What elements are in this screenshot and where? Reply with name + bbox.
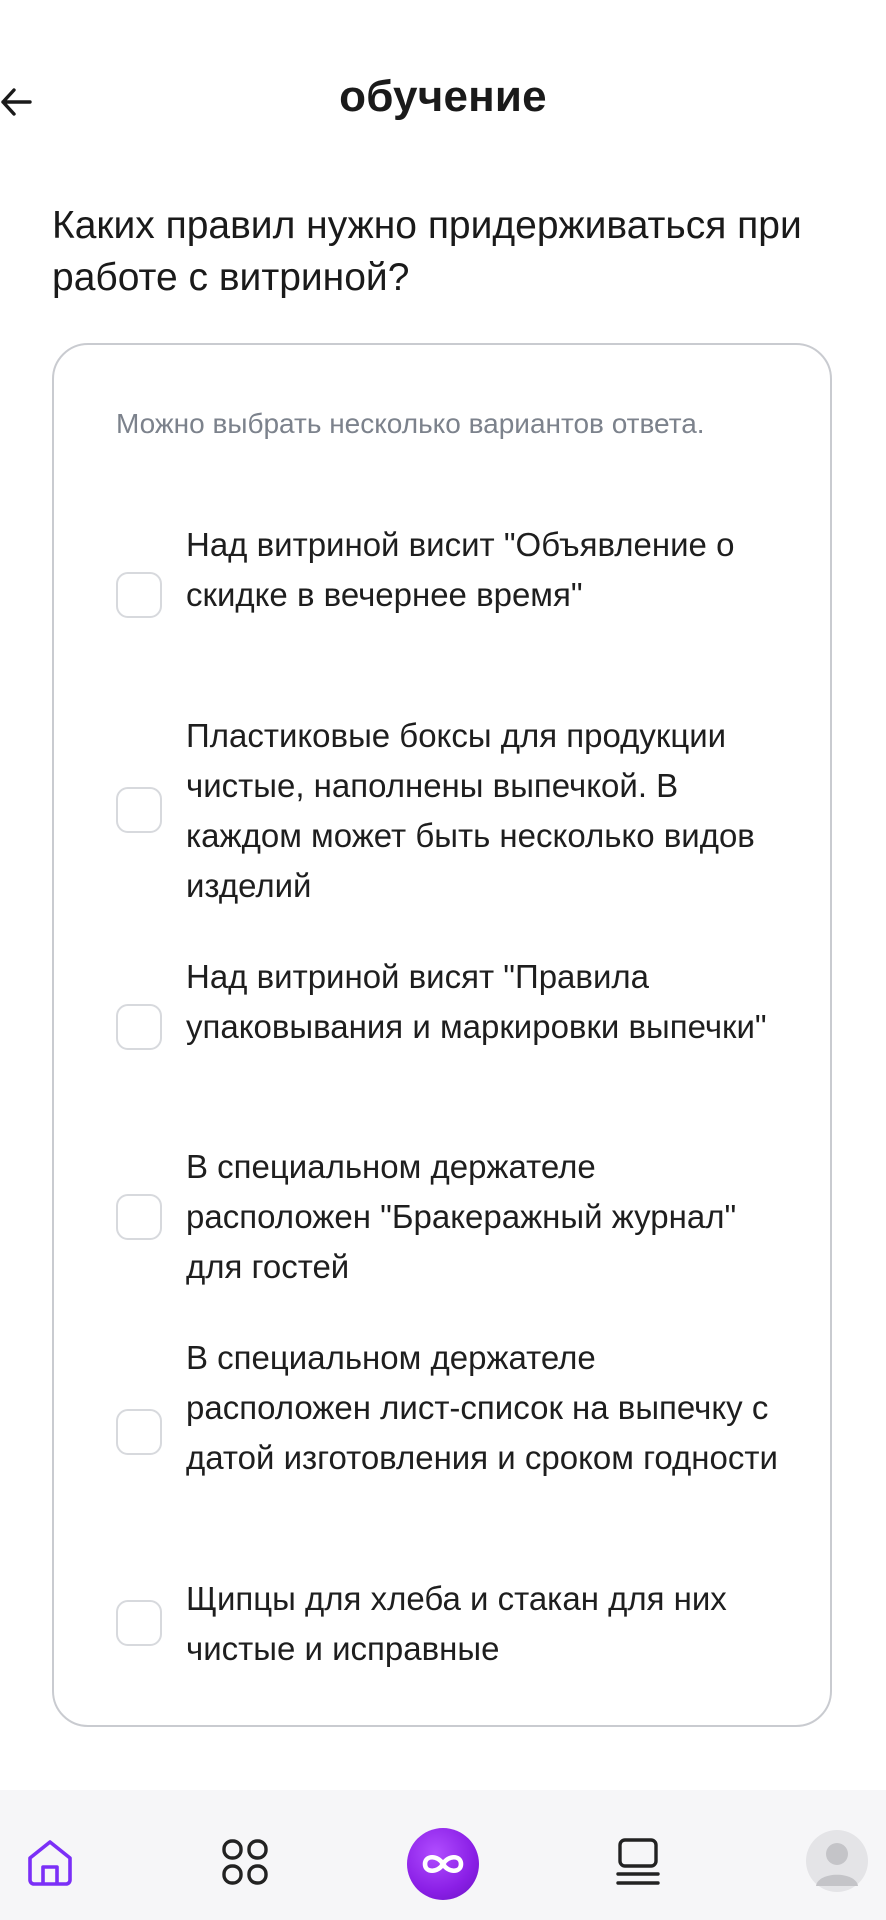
checkbox[interactable]: [116, 572, 162, 618]
user-icon: [806, 1830, 868, 1892]
answer-option-label: Над витриной висит "Объявление о скидке в вечернее время": [186, 526, 735, 613]
answer-option[interactable]: [116, 520, 796, 670]
bottom-navigation: [0, 1790, 886, 1920]
answer-option[interactable]: [116, 1574, 796, 1674]
multi-select-hint: Можно выбрать несколько вариантов ответа.: [116, 408, 705, 439]
answer-option[interactable]: [116, 1333, 796, 1533]
nav-home[interactable]: [10, 1822, 90, 1902]
grid-icon: [218, 1835, 272, 1889]
checkbox[interactable]: [116, 787, 162, 833]
answer-option[interactable]: [116, 952, 796, 1102]
checkbox[interactable]: [116, 1004, 162, 1050]
header: [0, 0, 886, 160]
courses-icon: [613, 1835, 663, 1889]
answer-option-label: Над витриной висят "Правила упаковывания и маркировки выпечки": [186, 958, 767, 1045]
checkbox[interactable]: [116, 1409, 162, 1455]
answer-card: [52, 343, 832, 1727]
answer-option-label: Щипцы для хлеба и стакан для них чистые и исправные: [186, 1580, 727, 1667]
answer-option-label: Пластиковые боксы для продукции чистые, наполнены выпечкой. В каждом может быть несколько видов изделий: [186, 717, 755, 904]
home-icon: [22, 1834, 78, 1890]
checkbox[interactable]: [116, 1600, 162, 1646]
nav-courses[interactable]: [598, 1822, 678, 1902]
answer-option-label: В специальном держателе расположен лист-список на выпечку с датой изготовления и сроком годности: [186, 1339, 778, 1476]
answer-option-label: В специальном держателе расположен "Бракеражный журнал" для гостей: [186, 1148, 737, 1285]
avatar[interactable]: [806, 1830, 868, 1892]
answer-option[interactable]: [116, 1142, 796, 1292]
page-title: обучение: [339, 72, 547, 121]
checkbox[interactable]: [116, 1194, 162, 1240]
answer-option[interactable]: [116, 711, 796, 911]
question-text: Каких правил нужно придерживаться при работе с витриной?: [52, 204, 802, 299]
nav-catalog[interactable]: [205, 1822, 285, 1902]
nav-main[interactable]: [407, 1828, 479, 1900]
infinity-icon: [419, 1849, 467, 1879]
